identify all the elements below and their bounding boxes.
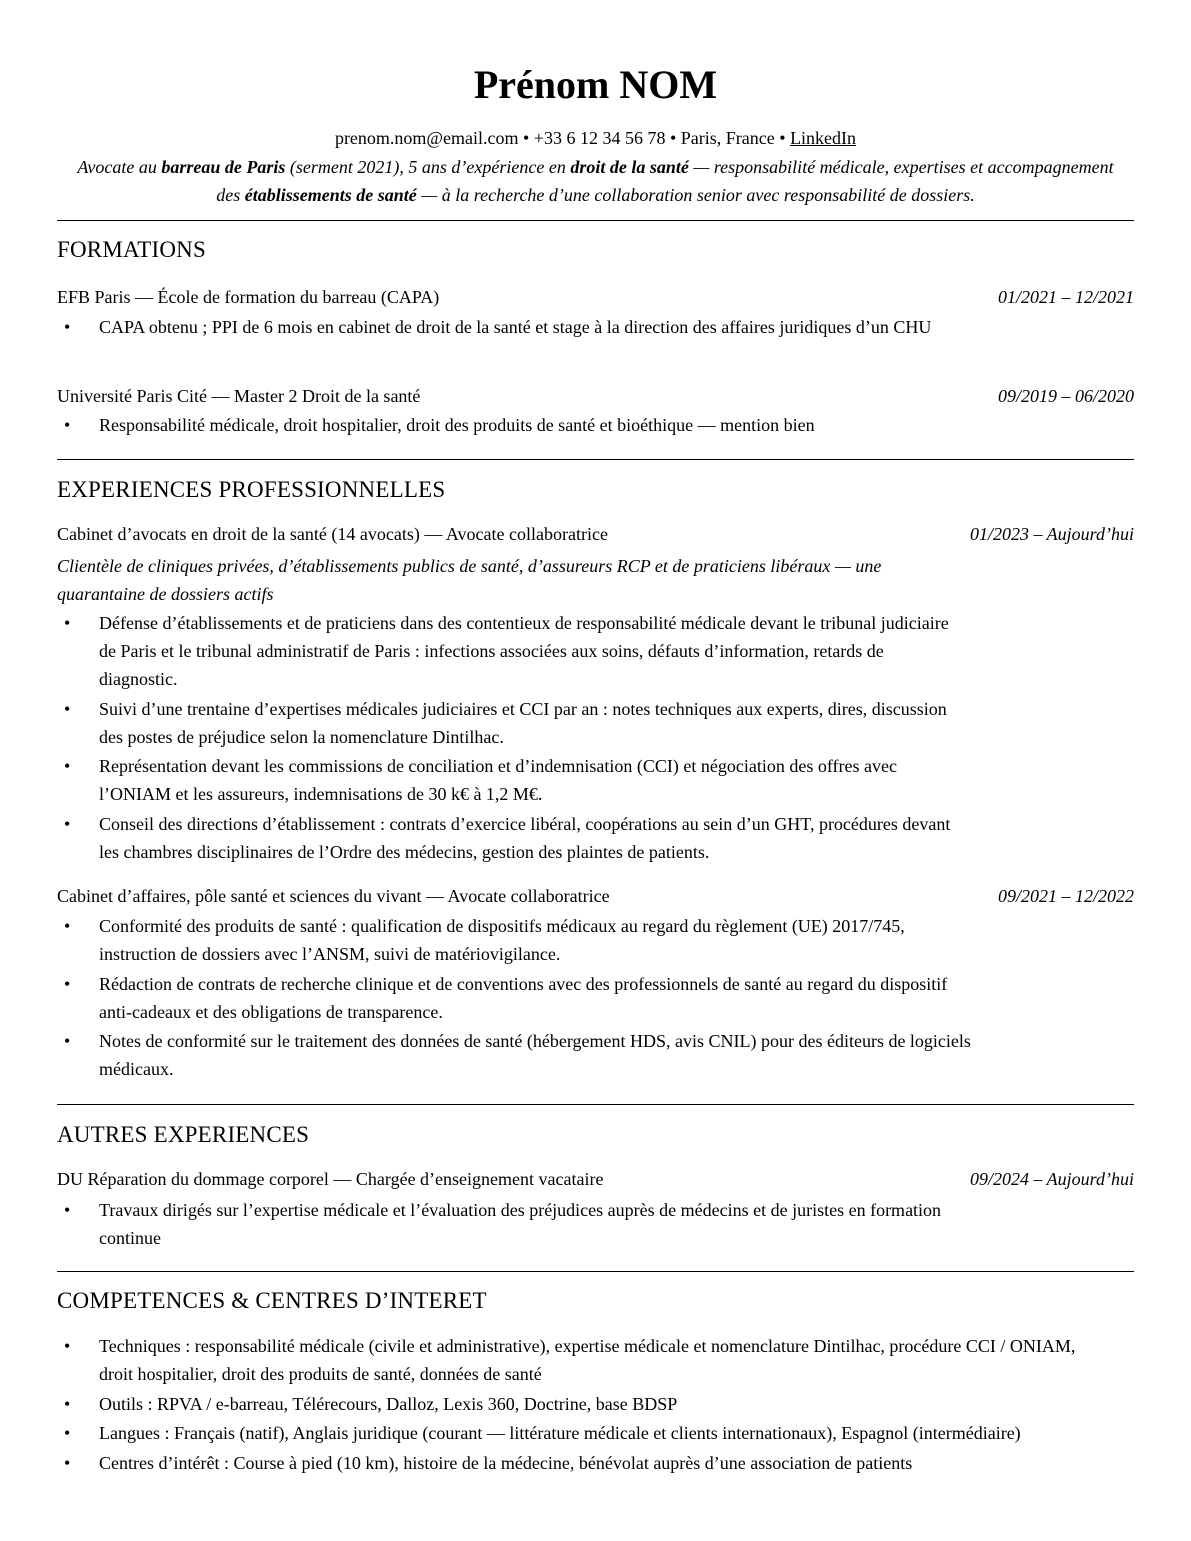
entry-date: 09/2024 – Aujourd’hui bbox=[969, 1169, 1134, 1189]
list-item: • Représentation devant les commissions de conciliation et d’indemnisation (CCI) et négociation des offres avec l’ONIAM et les assureurs, indemnisations de 30 k€ à 1,2 M€. bbox=[57, 752, 957, 808]
bullet-list bbox=[57, 313, 997, 343]
candidate-name: Prénom NOM bbox=[473, 62, 718, 107]
summary-text: — à la recherche d’une collaboration senior avec responsabilité de dossiers. bbox=[416, 185, 975, 205]
entry-note: Clientèle de cliniques privées, d’établissements publics de santé, d’assureurs RCP et de praticiens libéraux — une quarantaine de dossiers actifs bbox=[57, 556, 882, 604]
phone: +33 6 12 34 56 78 bbox=[533, 128, 666, 148]
separator: • bbox=[774, 128, 791, 148]
entry-date: 09/2021 – 12/2022 bbox=[997, 886, 1134, 906]
separator: • bbox=[518, 128, 534, 148]
bullet-list bbox=[57, 609, 957, 867]
list-item: • Rédaction de contrats de recherche clinique et de conventions avec des professionnels de santé au regard du dispositif anti-cadeaux et des obligations de transparence. bbox=[57, 970, 982, 1026]
list-item: • Techniques : responsabilité médicale (civile et administrative), expertise médicale et nomenclature Dintilhac, procédure CCI / ONIAM, droit hospitalier, droit des produits de santé, données de santé bbox=[57, 1332, 1109, 1388]
summary-text: — responsabilité médicale, expertises et accompagnement des bbox=[216, 157, 1114, 205]
list-item: • Défense d’établissements et de praticiens dans des contentieux de responsabilité médicale devant le tribunal judiciaire de Paris et le tribunal administratif de Paris : infections associées aux soins, défauts d’information, retards de diagnostic. bbox=[57, 609, 957, 693]
section-divider bbox=[57, 459, 1134, 460]
summary-emphasis: établissements de santé bbox=[244, 185, 417, 205]
bullet-list bbox=[57, 1196, 947, 1254]
section-title-experiences: EXPERIENCES PROFESSIONNELLES bbox=[57, 477, 446, 502]
entry-heading bbox=[57, 1166, 1134, 1192]
profile-summary bbox=[77, 153, 1114, 209]
summary-emphasis: barreau de Paris bbox=[161, 157, 286, 177]
list-item: • Langues : Français (natif), Anglais juridique (courant — littérature médicale et clients internationaux), Espagnol (intermédiaire) bbox=[57, 1419, 1134, 1447]
section-divider bbox=[57, 220, 1134, 221]
section-title-autres: AUTRES EXPERIENCES bbox=[57, 1122, 310, 1147]
summary-text: (serment 2021), 5 ans d’expérience en bbox=[285, 157, 571, 177]
entry-title: Cabinet d’avocats en droit de la santé (14 avocats) — Avocate collaboratrice bbox=[57, 524, 608, 544]
list-item: • Suivi d’une trentaine d’expertises médicales judiciaires et CCI par an : notes techniques aux experts, dires, discussion des postes de préjudice selon la nomenclature Dintilhac. bbox=[57, 695, 957, 751]
section-divider bbox=[57, 1271, 1134, 1272]
list-item: • Travaux dirigés sur l’expertise médicale et l’évaluation des préjudices auprès de médecins et de juristes en formation continue bbox=[57, 1196, 947, 1252]
linkedin-link[interactable]: LinkedIn bbox=[790, 128, 857, 148]
entry-title: DU Réparation du dommage corporel — Chargée d’enseignement vacataire bbox=[57, 1169, 604, 1189]
entry-date: 01/2021 – 12/2021 bbox=[997, 287, 1134, 307]
bullet-list bbox=[57, 912, 982, 1085]
section-divider bbox=[57, 1104, 1134, 1105]
entry-date: 01/2023 – Aujourd’hui bbox=[969, 524, 1134, 544]
entry-title: Université Paris Cité — Master 2 Droit de la santé bbox=[57, 386, 421, 406]
location: Paris, France bbox=[680, 128, 775, 148]
entry-heading bbox=[57, 383, 1134, 409]
entry-heading bbox=[57, 521, 1134, 547]
list-item: • Responsabilité médicale, droit hospitalier, droit des produits de santé et bioéthique — mention bien bbox=[57, 411, 997, 439]
entry-title: EFB Paris — École de formation du barreau (CAPA) bbox=[57, 287, 440, 307]
separator: • bbox=[665, 128, 681, 148]
list-item: • Outils : RPVA / e-barreau, Télérecours, Dalloz, Lexis 360, Doctrine, base BDSP bbox=[57, 1390, 1134, 1418]
entry-date: 09/2019 – 06/2020 bbox=[997, 386, 1134, 406]
section-title-formations: FORMATIONS bbox=[57, 237, 206, 262]
bullet-list bbox=[57, 1332, 1134, 1478]
entry-heading bbox=[57, 284, 1134, 310]
list-item: • Centres d’intérêt : Course à pied (10 km), histoire de la médecine, bénévolat auprès d’une association de patients bbox=[57, 1449, 1134, 1477]
contact-line bbox=[57, 125, 1134, 151]
list-item: • Notes de conformité sur le traitement des données de santé (hébergement HDS, avis CNIL) pour des éditeurs de logiciels médicaux. bbox=[57, 1027, 982, 1083]
section-title-competences: COMPETENCES & CENTRES D’INTERET bbox=[57, 1288, 487, 1313]
list-item: • Conseil des directions d’établissement : contrats d’exercice libéral, coopérations au sein d’un GHT, procédures devant les chambres disciplinaires de l’Ordre des médecins, gestion des plaintes de patients. bbox=[57, 810, 957, 866]
summary-emphasis: droit de la santé bbox=[570, 157, 689, 177]
entry-title: Cabinet d’affaires, pôle santé et sciences du vivant — Avocate collaboratrice bbox=[57, 886, 610, 906]
email: prenom.nom@email.com bbox=[334, 128, 519, 148]
summary-text: Avocate au bbox=[77, 157, 162, 177]
entry-heading bbox=[57, 883, 1134, 909]
list-item: • CAPA obtenu ; PPI de 6 mois en cabinet de droit de la santé et stage à la direction des affaires juridiques d’un CHU bbox=[57, 313, 997, 341]
bullet-list bbox=[57, 411, 997, 441]
list-item: • Conformité des produits de santé : qualification de dispositifs médicaux au regard du règlement (UE) 2017/745, instruction de dossiers avec l’ANSM, suivi de matériovigilance. bbox=[57, 912, 982, 968]
